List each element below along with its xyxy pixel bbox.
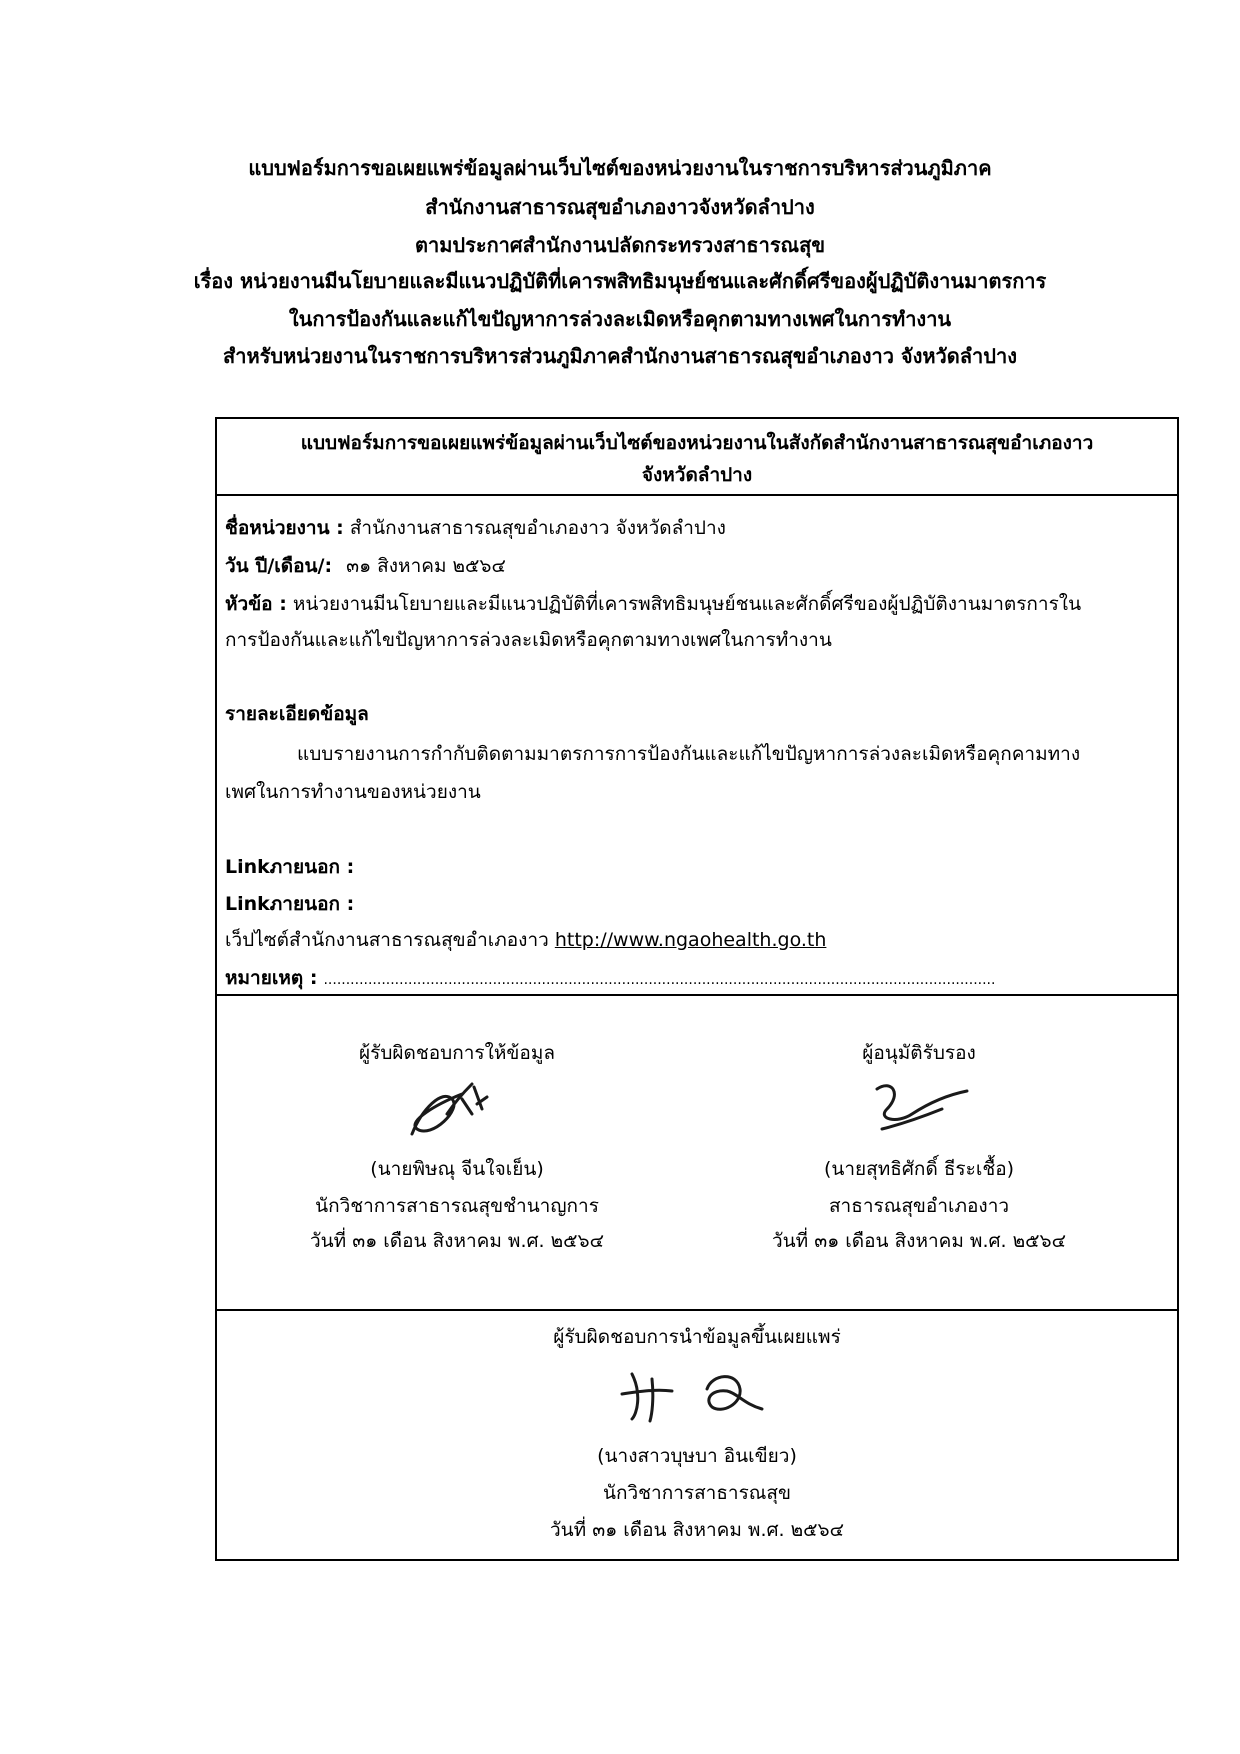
date-label: วัน ปี/เดือน/: bbox=[225, 555, 333, 577]
header-line-4: เรื่อง หน่วยงานมีนโยบายและมีแนวปฏิบัติที่เคารพสิทธิมนุษย์ชนและศักดิ์ศรีของผู้ปฏิบัติงานมาตรการ bbox=[193, 269, 1047, 293]
signature-image-right bbox=[857, 1069, 987, 1149]
external-link-label-2: Linkภายนอก : bbox=[225, 893, 355, 915]
left-signer-date: วันที่ ๓๑ เดือน สิงหาคม พ.ศ. ๒๕๖๔ bbox=[310, 1230, 604, 1252]
header-line-2: สำนักงานสาธารณสุขอำเภองาวจังหวัดลำปาง bbox=[425, 195, 815, 219]
left-signer-role: ผู้รับผิดชอบการให้ข้อมูล bbox=[359, 1042, 555, 1064]
publisher-position: นักวิชาการสาธารณสุข bbox=[602, 1482, 792, 1504]
signature-image-publisher bbox=[612, 1359, 792, 1439]
header-line-5: ในการป้องกันและแก้ไขปัญหาการล่วงละเมิดหรือคุกตามทางเพศในการทำงาน bbox=[288, 307, 952, 331]
detail-label: รายละเอียดข้อมูล bbox=[225, 703, 369, 725]
divider-signatures bbox=[217, 994, 1177, 996]
right-signer-name: (นายสุทธิศักดิ์ ธีระเชื้อ) bbox=[823, 1158, 1015, 1180]
unit-label: ชื่อหน่วยงาน : bbox=[225, 517, 344, 539]
header-line-1: แบบฟอร์มการขอเผยแพร่ข้อมูลผ่านเว็บไซต์ของหน่วยงานในราชการบริหารส่วนภูมิภาค bbox=[248, 156, 992, 180]
website-text: เว็ปไซต์สำนักงานสาธารณสุขอำเภองาว bbox=[225, 929, 549, 951]
unit-row bbox=[225, 515, 726, 541]
publisher-role: ผู้รับผิดชอบการนำข้อมูลขึ้นเผยแพร่ bbox=[553, 1326, 841, 1348]
right-signer-role: ผู้อนุมัติรับรอง bbox=[862, 1042, 976, 1064]
remark-dots: ....................................................................................................................................................... bbox=[323, 972, 996, 988]
detail-line-2: เพศในการทำงานของหน่วยงาน bbox=[225, 781, 481, 803]
divider-publisher bbox=[217, 1309, 1177, 1311]
topic-label: หัวข้อ : bbox=[225, 593, 287, 615]
form-title-line-2: จังหวัดลำปาง bbox=[641, 464, 753, 486]
website-link[interactable]: http://www.ngaohealth.go.th bbox=[554, 929, 827, 951]
header-line-6: สำหรับหน่วยงานในราชการบริหารส่วนภูมิภาคสำนักงานสาธารณสุขอำเภองาว จังหวัดลำปาง bbox=[223, 344, 1017, 368]
left-signer-position: นักวิชาการสาธารณสุขชำนาญการ bbox=[315, 1195, 599, 1217]
left-signer-name: (นายพิษณุ จีนใจเย็น) bbox=[370, 1158, 544, 1180]
external-link-label-1: Linkภายนอก : bbox=[225, 856, 355, 878]
form-title-line-1: แบบฟอร์มการขอเผยแพร่ข้อมูลผ่านเว็บไซต์ของหน่วยงานในสังกัดสำนักงานสาธารณสุขอำเภองาว bbox=[300, 432, 1094, 454]
date-row bbox=[225, 553, 506, 579]
right-signer-position: สาธารณสุขอำเภองาว bbox=[828, 1195, 1010, 1217]
remark-label: หมายเหตุ : bbox=[225, 967, 318, 989]
date-value: ๓๑ สิงหาคม ๒๕๖๔ bbox=[346, 555, 506, 577]
publisher-date: วันที่ ๓๑ เดือน สิงหาคม พ.ศ. ๒๕๖๔ bbox=[550, 1519, 844, 1541]
website-row bbox=[225, 927, 826, 953]
topic-value-line-1: หน่วยงานมีนโยบายและมีแนวปฏิบัติที่เคารพสิทธิมนุษย์ชนและศักดิ์ศรีของผู้ปฏิบัติงานมาตรการใน bbox=[292, 593, 1082, 615]
divider-title bbox=[217, 494, 1177, 496]
right-signer-date: วันที่ ๓๑ เดือน สิงหาคม พ.ศ. ๒๕๖๔ bbox=[772, 1230, 1066, 1252]
topic-row bbox=[225, 591, 1081, 617]
unit-value: สำนักงานสาธารณสุขอำเภองาว จังหวัดลำปาง bbox=[349, 517, 726, 539]
header-line-3: ตามประกาศสำนักงานปลัดกระทรวงสาธารณสุข bbox=[414, 233, 825, 257]
publisher-name: (นางสาวบุษบา อินเขียว) bbox=[597, 1445, 797, 1467]
signature-image-left bbox=[392, 1069, 512, 1149]
form-box bbox=[215, 417, 1179, 1561]
detail-line-1: แบบรายงานการกำกับติดตามมาตรการการป้องกันและแก้ไขปัญหาการล่วงละเมิดหรือคุกคามทาง bbox=[297, 743, 1081, 765]
remark-row bbox=[225, 965, 995, 993]
topic-value-line-2: การป้องกันและแก้ไขปัญหาการล่วงละเมิดหรือคุกตามทางเพศในการทำงาน bbox=[225, 629, 832, 651]
